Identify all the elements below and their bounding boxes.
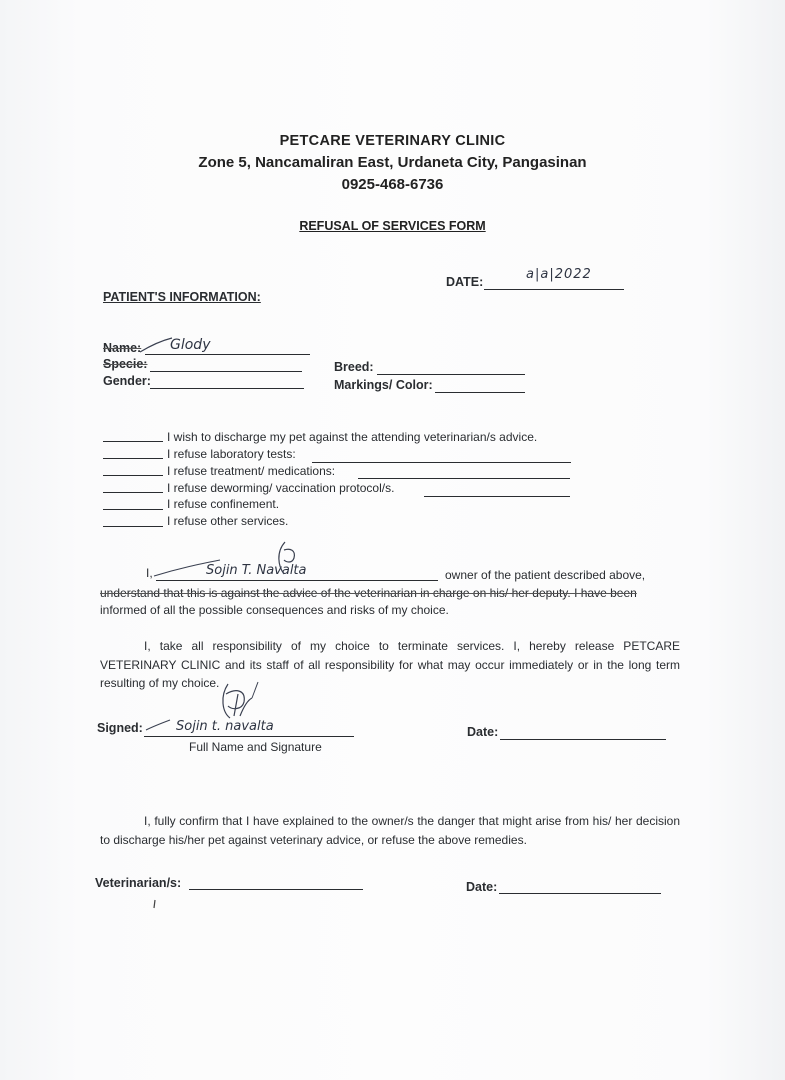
owner-signature-mark: [150, 538, 350, 582]
statement-line-3: informed of all the possible consequences and risks of my choice.: [100, 603, 449, 617]
patient-section-title: PATIENT'S INFORMATION:: [103, 290, 261, 304]
markings-line: [435, 392, 525, 393]
option-3-detail-line[interactable]: [358, 478, 570, 479]
specie-label: Specie:: [103, 357, 148, 371]
signed-value[interactable]: Sojin t. navalta: [176, 719, 274, 734]
owner-suffix: owner of the patient described above,: [445, 568, 646, 582]
signed-label: Signed:: [97, 721, 143, 735]
signed-date-line[interactable]: [500, 739, 666, 740]
option-6-text: I refuse other services.: [167, 514, 289, 528]
date-line: [484, 289, 624, 290]
signed-line: [144, 736, 354, 737]
option-3-blank[interactable]: [103, 475, 163, 476]
specie-line: [150, 371, 302, 372]
name-pen-stroke: [138, 336, 178, 356]
option-2-text: I refuse laboratory tests:: [167, 447, 296, 461]
option-4-blank[interactable]: [103, 492, 163, 493]
signed-date-label: Date:: [467, 725, 499, 739]
veterinarian-line[interactable]: [189, 889, 363, 890]
option-1-text: I wish to discharge my pet against the attending veterinarian/s advice.: [167, 430, 538, 444]
owner-prefix: I,: [146, 566, 153, 580]
option-2-detail-line[interactable]: [312, 462, 571, 463]
breed-line: [377, 374, 525, 375]
option-4-text: I refuse deworming/ vaccination protocol/s.: [167, 481, 395, 495]
option-4-detail-line[interactable]: [424, 496, 570, 497]
statement-line-2: understand that this is against the advice of the veterinarian in charge on his/ her deputy. I have been: [100, 586, 637, 600]
gender-label: Gender:: [103, 374, 151, 388]
option-3-text: I refuse treatment/ medications:: [167, 464, 336, 478]
signature-mark: [140, 676, 290, 736]
veterinarian-label: Veterinarian/s:: [95, 876, 182, 890]
markings-label: Markings/ Color:: [334, 378, 433, 392]
veterinarian-date-label: Date:: [466, 880, 498, 894]
pen-mark: [150, 898, 160, 912]
clinic-name: PETCARE VETERINARY CLINIC: [279, 133, 506, 149]
gender-line: [150, 388, 304, 389]
option-1-blank[interactable]: [103, 441, 163, 442]
option-2-blank[interactable]: [103, 458, 163, 459]
form-title: REFUSAL OF SERVICES FORM: [299, 219, 486, 233]
breed-label: Breed:: [334, 360, 374, 374]
name-value[interactable]: Glody: [170, 337, 211, 353]
release-paragraph: I, take all responsibility of my choice to terminate services. I, hereby release PETCARE VETERINARY CLINIC and its staff of all responsibility for what may occur immediately or in the long term resulting of my choice.: [100, 639, 680, 690]
date-label: DATE:: [446, 275, 484, 289]
confirm-paragraph: I, fully confirm that I have explained to the owner/s the danger that might arise from his/ her decision to discharge his/her pet against veterinary advice, or refuse the above remedies.: [100, 814, 680, 847]
owner-name-value[interactable]: Sojin T. Navalta: [206, 563, 307, 578]
option-5-text: I refuse confinement.: [167, 497, 280, 511]
veterinarian-date-line[interactable]: [499, 893, 661, 894]
signature-caption: Full Name and Signature: [189, 740, 322, 754]
name-label: Name:: [103, 341, 142, 355]
date-value[interactable]: a|a|2022: [526, 267, 592, 282]
option-6-blank[interactable]: [103, 526, 163, 527]
option-5-blank[interactable]: [103, 509, 163, 510]
clinic-address: Zone 5, Nancamaliran East, Urdaneta City, Pangasinan: [198, 154, 587, 171]
clinic-phone: 0925-468-6736: [341, 176, 444, 193]
